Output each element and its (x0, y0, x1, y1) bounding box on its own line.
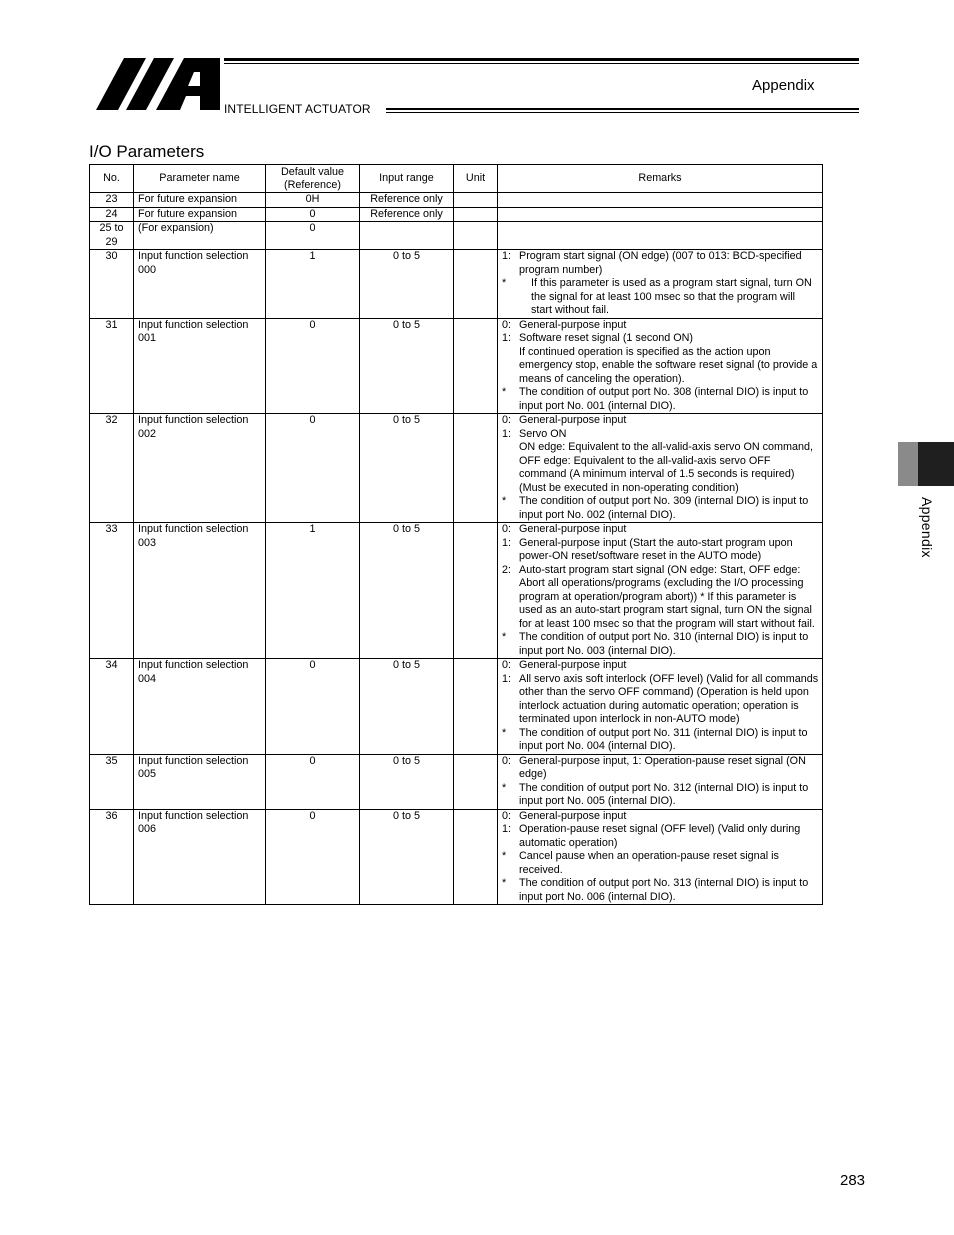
remark-marker: 0: (502, 523, 512, 535)
cell-remarks (498, 809, 823, 905)
remark-item (501, 523, 819, 537)
side-tab-marker-light (898, 442, 918, 486)
remark-text: General-purpose input (Start the auto-start program upon power-ON reset/software reset in the AUTO mode) (519, 536, 793, 562)
remark-text: General-purpose input (519, 659, 627, 671)
remark-item (501, 755, 819, 782)
cell-input-range: 0 to 5 (360, 809, 454, 905)
cell-no: 32 (90, 414, 134, 523)
remark-item (501, 537, 819, 564)
cell-input-range: 0 to 5 (360, 318, 454, 414)
remark-marker (501, 346, 519, 387)
remark-item (501, 727, 819, 754)
table-row (90, 193, 823, 208)
remark-text: ON edge: Equivalent to the all-valid-axis servo ON command, OFF edge: Equivalent to the all-valid-axis servo OFF command (A minimum interval of 1.5 seconds is required) (Must be executed in non-operating condition) (519, 441, 814, 494)
remark-marker: * (502, 781, 507, 794)
remark-text: If this parameter is used as a program start signal, turn ON the signal for at least 100 msec so that the program will start without fail. (531, 277, 812, 316)
remark-marker: 2: (502, 563, 512, 576)
cell-parameter-name: Input function selection 001 (134, 318, 266, 414)
remark-marker: 1: (502, 250, 512, 262)
table-row (90, 754, 823, 809)
remark-marker: 1: (502, 823, 512, 835)
remark-item (501, 673, 819, 727)
cell-parameter-name: Input function selection 003 (134, 523, 266, 659)
cell-parameter-name: Input function selection 002 (134, 414, 266, 523)
remark-item (501, 495, 819, 522)
remark-text: General-purpose input (519, 523, 627, 535)
cell-unit (454, 414, 498, 523)
cell-parameter-name: Input function selection 006 (134, 809, 266, 905)
remark-text: Software reset signal (1 second ON) (519, 332, 694, 344)
company-rule (386, 108, 859, 110)
cell-parameter-name: For future expansion (134, 193, 266, 208)
cell-input-range (360, 222, 454, 250)
intelligent-actuator-logo (96, 58, 220, 110)
remark-item (501, 823, 819, 850)
cell-input-range: Reference only (360, 193, 454, 208)
table-row (90, 523, 823, 659)
cell-parameter-name: For future expansion (134, 207, 266, 222)
cell-default-value: 0 (266, 659, 360, 755)
cell-unit (454, 659, 498, 755)
remark-text: All servo axis soft interlock (OFF level) (Valid for all commands other than the servo OFF command) (Operation is held upon interlock actuation during automatic operation; operation is terminated upon interlock in non-AUTO mode) (519, 672, 819, 725)
cell-no: 34 (90, 659, 134, 755)
table-row (90, 414, 823, 523)
cell-unit (454, 754, 498, 809)
table-row (90, 318, 823, 414)
cell-input-range: 0 to 5 (360, 523, 454, 659)
remark-item (501, 782, 819, 809)
remark-text: General-purpose input, 1: Operation-pause reset signal (ON edge) (519, 754, 806, 780)
remark-marker: * (502, 277, 507, 289)
header-parameter-name: Parameter name (134, 165, 266, 193)
remark-item (501, 441, 819, 495)
header-remarks: Remarks (498, 165, 823, 193)
table-row (90, 809, 823, 905)
company-name: INTELLIGENT ACTUATOR (224, 102, 371, 116)
remark-text: General-purpose input (519, 414, 627, 426)
remark-item (501, 250, 819, 277)
cell-input-range: 0 to 5 (360, 754, 454, 809)
cell-no: 36 (90, 809, 134, 905)
remark-text: General-purpose input (519, 318, 627, 331)
remark-marker: 0: (502, 414, 512, 426)
remark-text: Auto-start program start signal (ON edge: Start, OFF edge: Abort all operations/programs (excluding the I/O processing program at operation/program abort)) * If this parameter is used as an auto-start program start signal, turn ON the signal for at least 100 msec so that the program will start without fail. (519, 563, 815, 630)
cell-no: 33 (90, 523, 134, 659)
cell-remarks (498, 414, 823, 523)
cell-parameter-name: Input function selection 005 (134, 754, 266, 809)
table-header-row (90, 165, 823, 193)
cell-no: 25 to 29 (90, 222, 134, 250)
page-title: I/O Parameters (89, 142, 205, 161)
remark-item (501, 631, 819, 658)
table-row (90, 222, 823, 250)
remark-item (501, 386, 819, 413)
header-default-value (266, 165, 360, 193)
remark-marker: * (502, 726, 507, 739)
remark-marker: 1: (502, 672, 512, 685)
cell-input-range: 0 to 5 (360, 414, 454, 523)
cell-default-value: 0 (266, 222, 360, 250)
remark-text: Cancel pause when an operation-pause reset signal is received. (519, 850, 779, 876)
section-label: Appendix (752, 77, 815, 94)
cell-unit (454, 318, 498, 414)
cell-parameter-name: Input function selection 004 (134, 659, 266, 755)
table-row (90, 250, 823, 319)
remark-marker: 1: (502, 536, 512, 549)
cell-remarks (498, 318, 823, 414)
cell-unit (454, 809, 498, 905)
remark-marker: 0: (502, 318, 512, 331)
table-body (90, 193, 823, 905)
remark-text: Servo ON (519, 427, 567, 440)
cell-unit (454, 222, 498, 250)
cell-no: 30 (90, 250, 134, 319)
header-default-line1: Default value (280, 165, 345, 178)
cell-parameter-name: (For expansion) (134, 222, 266, 250)
remark-item (501, 877, 819, 904)
cell-default-value: 0 (266, 318, 360, 414)
cell-remarks (498, 754, 823, 809)
cell-remarks (498, 523, 823, 659)
remark-marker: 0: (502, 659, 512, 671)
cell-remarks (498, 222, 823, 250)
cell-remarks (498, 207, 823, 222)
remark-marker: 1: (502, 427, 512, 440)
remark-text: If continued operation is specified as the action upon emergency stop, enable the software reset signal (to provide a means of canceling the operation). (519, 345, 818, 385)
remark-text: Operation-pause reset signal (OFF level) (Valid only during automatic operation) (519, 823, 801, 849)
cell-input-range: Reference only (360, 207, 454, 222)
remark-item (501, 850, 819, 877)
remark-item (501, 346, 819, 387)
cell-default-value: 0 (266, 414, 360, 523)
remark-item (501, 319, 819, 333)
header-no: No. (90, 165, 134, 193)
cell-unit (454, 193, 498, 208)
cell-input-range: 0 to 5 (360, 250, 454, 319)
remark-marker: * (502, 877, 507, 889)
remark-text: Program start signal (ON edge) (007 to 013: BCD-specified program number) (519, 250, 802, 276)
remark-marker: 0: (502, 754, 512, 767)
remark-marker: 1: (502, 332, 512, 344)
company-rule-thin (386, 112, 859, 113)
remark-marker: * (502, 631, 507, 643)
remark-item (501, 277, 819, 318)
cell-no: 35 (90, 754, 134, 809)
cell-no: 24 (90, 207, 134, 222)
remark-marker: 0: (502, 809, 512, 822)
remark-text: The condition of output port No. 311 (internal DIO) is input to input port No. 004 (internal DIO). (519, 726, 808, 752)
cell-default-value: 1 (266, 250, 360, 319)
remark-marker: * (502, 495, 507, 507)
remark-text: The condition of output port No. 313 (internal DIO) is input to input port No. 006 (internal DIO). (519, 877, 809, 903)
remark-item (501, 414, 819, 428)
cell-no: 31 (90, 318, 134, 414)
remark-item (501, 564, 819, 632)
remark-text: The condition of output port No. 308 (internal DIO) is input to input port No. 001 (internal DIO). (519, 386, 809, 412)
header-default-line2: (Reference) (283, 178, 341, 191)
header-unit: Unit (454, 165, 498, 193)
cell-unit (454, 523, 498, 659)
cell-default-value: 0 (266, 809, 360, 905)
io-parameters-table (89, 164, 823, 905)
remark-marker: * (502, 850, 507, 862)
remark-item (501, 659, 819, 673)
cell-remarks (498, 659, 823, 755)
table-row (90, 659, 823, 755)
header-rule-thin (224, 63, 859, 64)
remark-item (501, 428, 819, 442)
remark-text: The condition of output port No. 312 (internal DIO) is input to input port No. 005 (internal DIO). (519, 781, 809, 807)
page-number: 283 (840, 1172, 866, 1189)
cell-default-value: 0 (266, 754, 360, 809)
remark-item (501, 810, 819, 824)
remark-marker: * (502, 386, 507, 398)
remark-text: The condition of output port No. 309 (internal DIO) is input to input port No. 002 (internal DIO). (519, 495, 809, 521)
table-row (90, 207, 823, 222)
header-rule (224, 58, 859, 61)
header-input-range: Input range (360, 165, 454, 193)
cell-remarks (498, 193, 823, 208)
cell-remarks (498, 250, 823, 319)
side-tab-label: Appendix (919, 497, 935, 558)
cell-no: 23 (90, 193, 134, 208)
side-tab-marker-dark (918, 442, 954, 486)
remark-item (501, 332, 819, 346)
remark-text: The condition of output port No. 310 (internal DIO) is input to input port No. 003 (internal DIO). (519, 631, 809, 657)
cell-input-range: 0 to 5 (360, 659, 454, 755)
cell-unit (454, 250, 498, 319)
cell-default-value: 0H (266, 193, 360, 208)
cell-unit (454, 207, 498, 222)
cell-default-value: 1 (266, 523, 360, 659)
cell-parameter-name: Input function selection 000 (134, 250, 266, 319)
cell-default-value: 0 (266, 207, 360, 222)
remark-text: General-purpose input (519, 809, 627, 822)
remark-marker (501, 441, 519, 495)
